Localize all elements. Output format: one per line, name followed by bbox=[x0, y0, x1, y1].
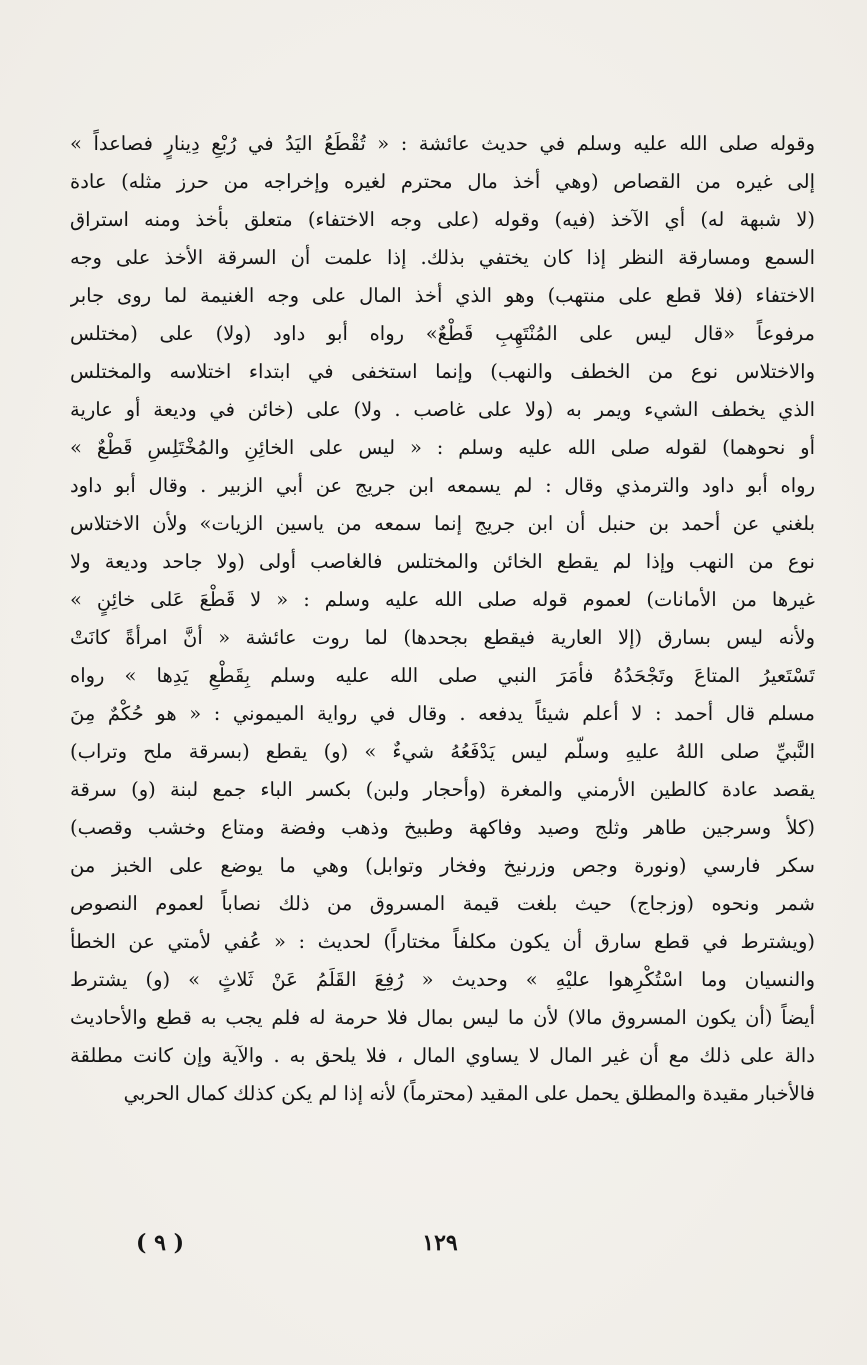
text-line: الذي يخطف الشيء ويمر به (ولا على غاصب . ولا) على (خائن في وديعة أو عارية bbox=[70, 398, 815, 421]
text-line: سكر فارسي (ونورة وجص وزرنيخ وفخار وتوابل) وهي ما يوضع على الخبز من bbox=[70, 854, 815, 877]
page-number: ١٢٩ bbox=[422, 1230, 458, 1256]
text-line: والنسيان وما اسْتُكْرِهوا عليْهِ » وحديث « رُفِعَ القَلَمُ عَنْ ثَلاثٍ » (و) يشترط bbox=[70, 968, 815, 991]
text-line: غيرها من الأمانات) لعموم قوله صلى الله عليه وسلم : « لا قَطْعَ عَلى خائِنٍ » bbox=[70, 588, 815, 611]
text-line: نوع من النهب وإذا لم يقطع الخائن والمختلس فالغاصب أولى (ولا جاحد وديعة ولا bbox=[70, 550, 815, 573]
text-line: شمر ونحوه (وزجاج) حيث بلغت قيمة المسروق من ذلك نصاباً لعموم النصوص bbox=[70, 892, 815, 915]
body-text bbox=[70, 125, 815, 1113]
text-line: النَّبيِّ صلى اللهُ عليهِ وسلّم ليس يَدْفَعُهُ شيءٌ » (و) يقطع (بسرقة ملح وتراب) bbox=[70, 740, 815, 763]
text-line: رواه أبو داود والترمذي وقال : لم يسمعه ابن جريج عن أبي الزبير . وقال أبو داود bbox=[70, 474, 815, 497]
text-line: وقوله صلى الله عليه وسلم في حديث عائشة : « تُقْطَعُ اليَدُ في رُبْعِ دِينارٍ فصاعداً » bbox=[70, 132, 815, 155]
page-footer bbox=[0, 1230, 867, 1270]
text-line: ولأنه ليس بسارق (إلا العارية فيقطع بجحدها) لما روت عائشة « أنَّ امرأةً كانَتْ bbox=[70, 626, 815, 649]
text-line: (ويشترط في قطع سارق أن يكون مكلفاً مختاراً) لحديث : « عُفي لأمتي عن الخطأ bbox=[70, 930, 815, 953]
text-line: دالة على ذلك مع أن غير المال لا يساوي المال ، فلا يلحق به . والآية وإن كانت مطلقة bbox=[70, 1044, 815, 1067]
signature-mark: ( ٩ ) bbox=[136, 1230, 184, 1256]
text-line: مرفوعاً «قال ليس على المُنْتَهِبِ قَطْعٌ» رواه أبو داود (ولا) على (مختلس bbox=[70, 322, 815, 345]
text-line: بلغني عن أحمد بن حنبل أن ابن جريج إنما سمعه من ياسين الزيات» ولأن الاختلاس bbox=[70, 512, 815, 535]
text-line: مسلم قال أحمد : لا أعلم شيئاً يدفعه . وقال في رواية الميموني : « هو حُكْمٌ مِنَ bbox=[70, 702, 815, 725]
text-line: فالأخبار مقيدة والمطلق يحمل على المقيد (محترماً) لأنه إذا لم يكن كذلك كمال الحربي bbox=[123, 1082, 815, 1105]
text-line: يقصد عادة كالطين الأرمني والمغرة (وأحجار ولبن) بكسر الباء جمع لبنة (و) سرقة bbox=[70, 778, 815, 801]
text-line: إلى غيره من القصاص (وهي أخذ مال محترم لغيره وإخراجه من حرز مثله) عادة bbox=[70, 170, 815, 193]
text-line: أو نحوهما) لقوله صلى الله عليه وسلم : « ليس على الخائِنِ والمُخْتَلِسِ قَطْعٌ » bbox=[70, 436, 815, 459]
text-line: أيضاً (أن يكون المسروق مالا) لأن ما ليس بمال فلا حرمة له فلم يجب به قطع والأحاديث bbox=[70, 1006, 815, 1029]
text-line: (كلأ وسرجين طاهر وثلج وصيد وفاكهة وطبيخ وذهب وفضة ومتاع وخشب وقصب) bbox=[70, 816, 815, 839]
text-line: والاختلاس نوع من الخطف والنهب) وإنما استخفى في ابتداء اختلاسه والمختلس bbox=[70, 360, 815, 383]
text-line: السمع ومسارقة النظر إذا كان يختفي بذلك. إذا علمت أن السرقة الأخذ على وجه bbox=[70, 246, 815, 269]
text-line: (لا شبهة له) أي الآخذ (فيه) وقوله (على وجه الاختفاء) متعلق بأخذ ومنه استراق bbox=[70, 208, 815, 231]
text-line: تَسْتَعيرُ المتاعَ وتَجْحَدُهُ فأمَرَ النبي صلى الله عليه وسلم بِقَطْعِ يَدِها » رواه bbox=[70, 664, 815, 687]
text-line: الاختفاء (فلا قطع على منتهب) وهو الذي أخذ المال على وجه الغنيمة لما روى جابر bbox=[70, 284, 815, 307]
